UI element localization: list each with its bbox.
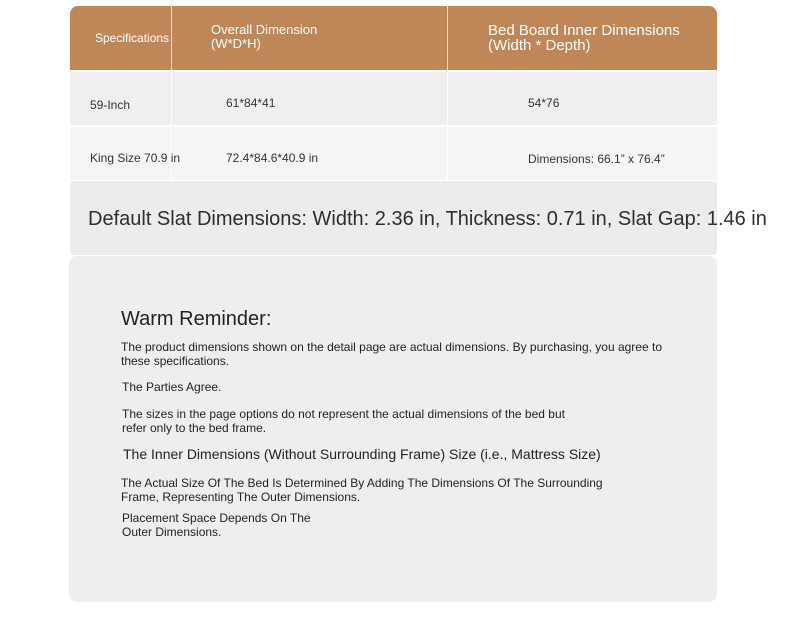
reminder-line: Placement Space Depends On The bbox=[122, 511, 311, 525]
reminder-paragraph: The Parties Agree. bbox=[122, 380, 222, 394]
reminder-line: The Actual Size Of The Bed Is Determined By Adding The Dimensions Of The Surrounding bbox=[121, 476, 603, 490]
header-inner-dimensions bbox=[488, 23, 680, 53]
row-inner: 54*76 bbox=[528, 96, 560, 110]
header-divider bbox=[447, 6, 448, 70]
reminder-line: Outer Dimensions. bbox=[122, 525, 222, 539]
reminder-line: refer only to the bed frame. bbox=[122, 421, 267, 435]
row-overall: 72.4*84.6*40.9 in bbox=[226, 151, 319, 165]
table-header-row bbox=[70, 6, 717, 70]
slat-dimensions-text: Default Slat Dimensions: Width: 2.36 in, Thickness: 0.71 in, Slat Gap: 1.46 in bbox=[88, 208, 767, 230]
reminder-paragraph: The Inner Dimensions (Without Surrounding Frame) Size (i.e., Mattress Size) bbox=[123, 446, 601, 462]
warm-reminder-panel bbox=[69, 256, 717, 602]
header-inner-line1: Bed Board Inner Dimensions bbox=[488, 22, 680, 39]
header-overall-dimension bbox=[211, 23, 317, 51]
slat-dimensions-banner bbox=[70, 181, 767, 255]
cell-divider bbox=[447, 72, 448, 125]
table-row bbox=[70, 127, 717, 180]
reminder-line: The product dimensions shown on the detail page are actual dimensions. By purchasing, you agree to bbox=[121, 340, 662, 354]
cell-divider bbox=[171, 72, 172, 125]
reminder-line: these specifications. bbox=[121, 354, 230, 368]
header-inner-line2: (Width * Depth) bbox=[488, 37, 591, 54]
row-overall: 61*84*41 bbox=[226, 96, 276, 110]
reminder-paragraph bbox=[122, 511, 311, 539]
row-spec: 59-Inch bbox=[90, 98, 131, 112]
spec-table bbox=[70, 6, 717, 180]
reminder-paragraph bbox=[122, 407, 565, 435]
row-spec: King Size 70.9 in bbox=[90, 151, 181, 165]
reminder-paragraph bbox=[121, 476, 603, 504]
header-overall-line2: (W*D*H) bbox=[211, 36, 261, 51]
reminder-line: Frame, Representing The Outer Dimensions. bbox=[121, 490, 361, 504]
cell-divider bbox=[447, 127, 448, 180]
header-specifications: Specifications bbox=[95, 31, 170, 45]
header-overall-line1: Overall Dimension bbox=[211, 22, 318, 37]
reminder-line: The sizes in the page options do not represent the actual dimensions of the bed but bbox=[122, 407, 565, 421]
row-inner: Dimensions: 66.1” x 76.4” bbox=[528, 152, 665, 166]
table-row bbox=[70, 72, 717, 125]
reminder-title: Warm Reminder: bbox=[121, 308, 272, 330]
reminder-paragraph bbox=[121, 340, 662, 368]
header-divider bbox=[171, 6, 172, 70]
